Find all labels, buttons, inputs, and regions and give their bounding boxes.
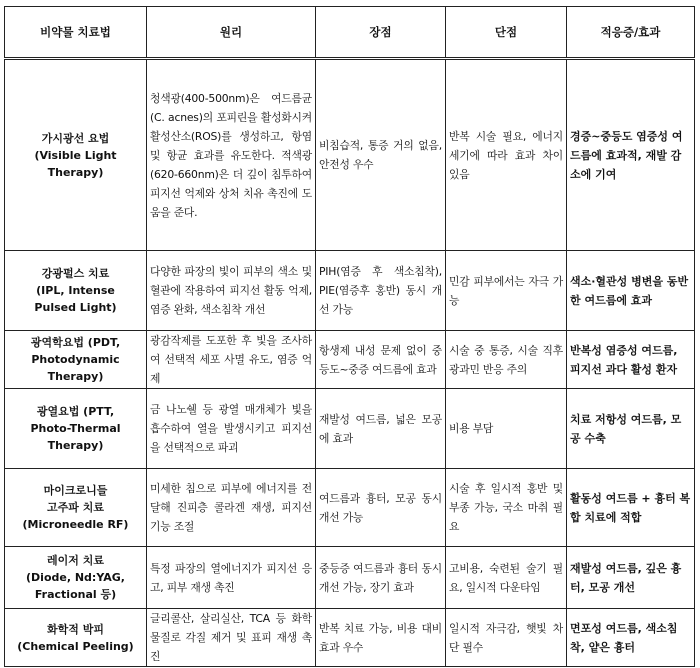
therapy-name-line: 고주파 치료	[47, 501, 104, 514]
principle-cell: 청색광(400-500nm)은 여드름균(C. acnes)의 포피린을 활성화시켜 활성산소(ROS)를 생성하고, 항염 및 항균 효과를 유도한다. 적색광(620-660nm)은 더 깊이 침투하여 피지선 억제와 상처 치유 촉진에 도움을 준다.	[147, 59, 316, 251]
therapy-name-line: Photodynamic	[31, 353, 120, 366]
cons-cell: 시술 중 통증, 시술 직후 광과민 반응 주의	[446, 331, 567, 389]
therapy-name-line: (IPL, Intense	[36, 284, 115, 297]
table-row	[5, 547, 695, 609]
table-row	[5, 59, 695, 251]
table-row	[5, 609, 695, 667]
therapy-name-line: 마이크로니들	[43, 484, 108, 497]
principle-cell: 광감작제를 도포한 후 빛을 조사하여 선택적 세포 사멸 유도, 염증 억제	[147, 331, 316, 389]
pros-cell: 중등증 여드름과 흉터 동시 개선 가능, 장기 효과	[316, 547, 446, 609]
therapy-name-cell	[5, 469, 147, 547]
therapy-name-line: Therapy)	[47, 370, 104, 383]
therapy-name-cell	[5, 609, 147, 667]
header-therapy: 비약물 치료법	[5, 7, 147, 59]
pros-cell: 여드름과 흉터, 모공 동시 개선 가능	[316, 469, 446, 547]
therapy-name-line: 화학적 박피	[47, 622, 104, 636]
principle-cell: 금 나노쉘 등 광열 매개체가 빛을 흡수하여 열을 발생시키고 피지선을 선택적으로 파괴	[147, 389, 316, 469]
header-cons: 단점	[446, 7, 567, 59]
therapy-name-line: 광열요법 (PTT,	[36, 405, 115, 418]
pros-cell: 항생제 내성 문제 없이 중등도~중증 여드름에 효과	[316, 331, 446, 389]
header-pros: 장점	[316, 7, 446, 59]
therapy-name-line: Pulsed Light)	[34, 301, 117, 314]
therapy-name-line: (Chemical Peeling)	[17, 639, 134, 653]
therapy-name-line: Therapy)	[47, 165, 104, 179]
table-row	[5, 251, 695, 331]
effect-cell: 활동성 여드름 + 흉터 복합 치료에 적합	[567, 469, 695, 547]
table-row	[5, 389, 695, 469]
cons-cell: 비용 부담	[446, 389, 567, 469]
therapy-name-line: (Diode, Nd:YAG,	[26, 571, 125, 584]
effect-cell: 경증~중등도 염증성 여드름에 효과적, 재발 감소에 기여	[567, 59, 695, 251]
principle-cell: 글리콜산, 살리실산, TCA 등 화학물질로 각질 제거 및 표피 재생 촉진	[147, 609, 316, 667]
principle-cell: 미세한 침으로 피부에 에너지를 전달해 진피층 콜라겐 재생, 피지선 기능 조절	[147, 469, 316, 547]
therapy-name-cell	[5, 59, 147, 251]
therapy-name-cell	[5, 389, 147, 469]
cons-cell: 반복 시술 필요, 에너지 세기에 따라 효과 차이 있음	[446, 59, 567, 251]
principle-cell: 다양한 파장의 빛이 피부의 색소 및 혈관에 작용하여 피지선 활동 억제, 염증 완화, 색소침착 개선	[147, 251, 316, 331]
therapy-name-line: Fractional 등)	[34, 588, 117, 601]
header-effect: 적응증/효과	[567, 7, 695, 59]
table-header-row	[5, 7, 695, 59]
therapy-name-line: 가시광선 요법	[41, 131, 110, 145]
pros-cell: PIH(염증 후 색소침착), PIE(염증후 홍반) 동시 개선 가능	[316, 251, 446, 331]
cons-cell: 시술 후 일시적 홍반 및 부종 가능, 국소 마취 필요	[446, 469, 567, 547]
therapy-name-line: (Microneedle RF)	[22, 518, 129, 531]
cons-cell: 민감 피부에서는 자극 가능	[446, 251, 567, 331]
effect-cell: 치료 저항성 여드름, 모공 수축	[567, 389, 695, 469]
therapy-name-line: (Visible Light	[34, 148, 117, 162]
therapy-name-line: 레이저 치료	[47, 554, 104, 567]
therapy-name-cell	[5, 331, 147, 389]
therapy-name-line: 강광펄스 치료	[41, 267, 110, 280]
effect-cell: 재발성 여드름, 깊은 흉터, 모공 개선	[567, 547, 695, 609]
therapy-name-cell	[5, 251, 147, 331]
therapy-name-line: Therapy)	[47, 439, 104, 452]
therapy-name-line: 광역학요법 (PDT,	[30, 336, 121, 349]
therapy-name-cell	[5, 547, 147, 609]
cons-cell: 일시적 자극감, 햇빛 차단 필수	[446, 609, 567, 667]
header-principle: 원리	[147, 7, 316, 59]
principle-cell: 특정 파장의 열에너지가 피지선 응고, 피부 재생 촉진	[147, 547, 316, 609]
pros-cell: 반복 치료 가능, 비용 대비 효과 우수	[316, 609, 446, 667]
therapy-name-line: Photo-Thermal	[30, 422, 121, 435]
effect-cell: 면포성 여드름, 색소침착, 얕은 흉터	[567, 609, 695, 667]
effect-cell: 색소·혈관성 병변을 동반한 여드름에 효과	[567, 251, 695, 331]
cons-cell: 고비용, 숙련된 술기 필요, 일시적 다운타임	[446, 547, 567, 609]
pros-cell: 재발성 여드름, 넓은 모공에 효과	[316, 389, 446, 469]
table-row	[5, 331, 695, 389]
table-row	[5, 469, 695, 547]
effect-cell: 반복성 염증성 여드름, 피지선 과다 활성 환자	[567, 331, 695, 389]
therapy-comparison-table	[4, 6, 695, 667]
pros-cell: 비침습적, 통증 거의 없음, 안전성 우수	[316, 59, 446, 251]
